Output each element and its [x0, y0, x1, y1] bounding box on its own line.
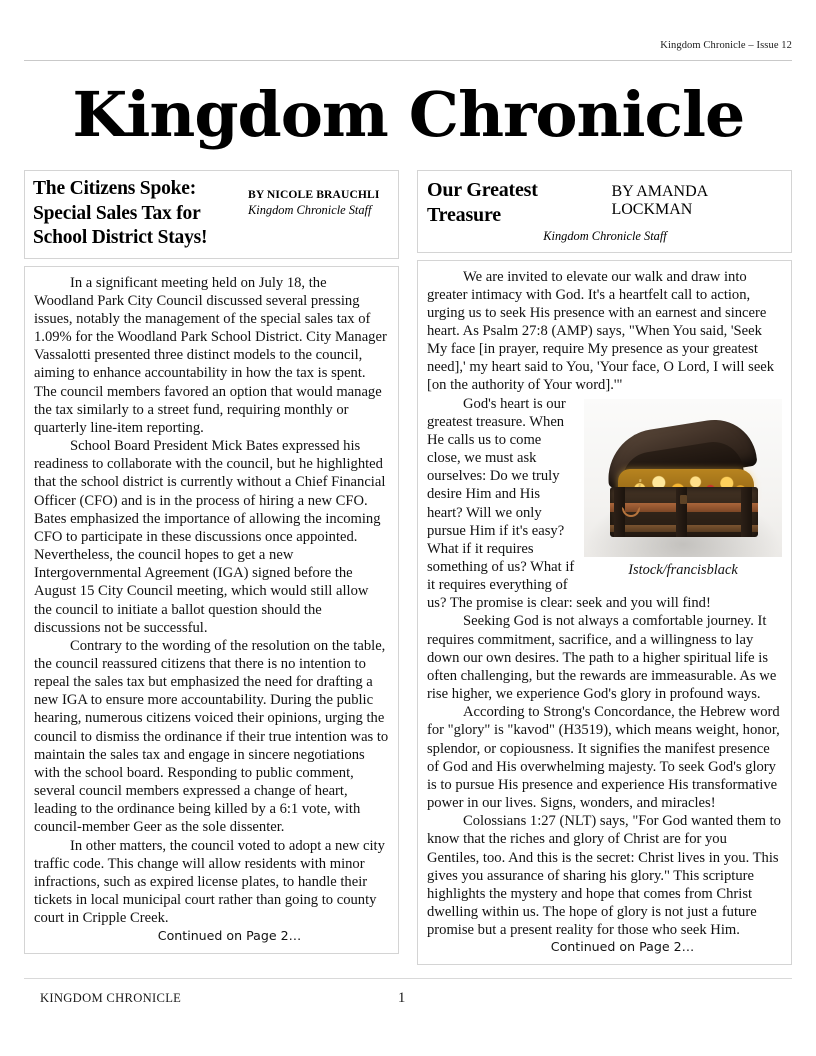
chest-handle-icon — [622, 507, 640, 517]
right-column — [417, 170, 792, 965]
left-column — [24, 170, 399, 965]
left-article-body — [24, 266, 399, 954]
left-paragraph-1: In a significant meeting held on July 18, the Woodland Park City Council discussed several pressing issues, notably the management of the special sales tax of 1.09% for the Woodland Park School District. City Manager Vassalotti presented three distinct models to the council, aiming to enhance accountability in how the tax is spent. The council members favored an option that would manage the tax similarly to a street fund, requiring monthly or quarterly line-item reporting. — [34, 274, 387, 436]
left-article-byline — [248, 177, 393, 218]
treasure-chest-figure — [584, 399, 782, 580]
masthead-title — [24, 78, 792, 151]
article-columns — [24, 170, 792, 965]
page-footer — [24, 990, 792, 1007]
footer-divider — [24, 978, 792, 979]
left-paragraph-2: School Board President Mick Bates expressed his readiness to collaborate with the council, but he highlighted that the school district is currently without a Chief Financial Officer (CFO) and is in the process of hiring a new CFO. Bates emphasized the importance of allowing the incoming CFO to participate in these discussions once appointed. Nevertheless, the council hopes to get a new Intergovernmental Agreement (IGA) signed before the August 15 City Council meeting, which would still allow the council to initiate a ballot question should the discussions not be successful. — [34, 438, 386, 636]
right-byline-staff: Kingdom Chronicle Staff — [543, 229, 667, 244]
right-byline-author: BY AMANDA LOCKMAN — [611, 183, 708, 218]
left-paragraph-4: In other matters, the council voted to adopt a new city traffic code. This change will allow residents with minor infractions, such as expired license plates, to handle their tickets in local municipal court rather than going to county court in Cripple Creek. — [34, 837, 385, 927]
right-paragraph-2: God's heart is our greatest treasure. When He calls us to come close, we must ask ourselves: Do we truly desire Him and His heart? Will we only pursue Him if it's easy? What if it requires something of us? What if it requires everything of us? The promise is clear: seek and you will find! — [427, 395, 711, 612]
footer-publication-name: KINGDOM CHRONICLE — [40, 991, 182, 1005]
chest-lock-icon — [680, 495, 687, 504]
photo-caption: Istock/francisblack — [628, 561, 738, 578]
left-byline-author: BY NICOLE BRAUCHLI — [248, 188, 380, 201]
right-headline-box — [417, 170, 792, 253]
header-divider — [24, 60, 792, 61]
chest-illustration — [604, 425, 764, 537]
right-paragraph-4: According to Strong's Concordance, the Hebrew word for "glory" is "kavod" (H3519), which means weight, honor, splendor, or copiousness. It signifies the manifest presence of God and His overwhelming majesty. To seek God's glory is to pursue His presence and experience His transformative power in our lives. Signs, wonders, and miracles! — [427, 704, 780, 812]
right-article-body — [417, 260, 792, 965]
right-paragraph-3: Seeking God is not always a comfortable journey. It requires commitment, sacrifice, and a willingness to lay down our own desires. The path to a higher spiritual life is often challenging, but the rewards are immeasurable. As we rise higher, we experience God's glory in profound ways. — [427, 613, 777, 703]
footer-page-number: 1 — [397, 990, 406, 1006]
left-headline-box — [24, 170, 399, 259]
right-head-row — [427, 178, 783, 228]
left-byline-staff: Kingdom Chronicle Staff — [248, 203, 372, 218]
left-paragraph-3: Contrary to the wording of the resolution on the table, the council reassured citizens that there is no intention to repeal the sales tax but emphasized the need for drafting a new IGA to ensure more accountability. During the public hearing, numerous citizens voiced their opinions, urging the council to dismiss the ordinance if their true intention was to maintain the sales tax and engage in sincere negotiations with the school board. Responding to public comment, several council members expressed a change of heart, leading to the ordinance being killed by a 6:1 vote, with council-member Geer as the sole dissenter. — [34, 637, 389, 836]
right-paragraph-5: Colossians 1:27 (NLT) says, "For God wanted them to know that the riches and glory of Christ are for you Gentiles, too. And this is the secret: Christ lives in you. This gives you assurance of sharing his glory." This scripture highlights the mystery and hope that comes from Christ dwelling within us. The hope of glory is not just a future promise but a present reality for those who seek Him. — [427, 813, 781, 939]
chest-strap-right — [741, 487, 752, 537]
right-continued-note: Continued on Page 2… — [550, 939, 695, 955]
left-head-row — [33, 177, 390, 251]
right-article-byline — [427, 228, 783, 244]
left-continued-note: Continued on Page 2… — [157, 928, 302, 944]
treasure-chest-photo — [584, 399, 782, 557]
right-paragraph-1: We are invited to elevate our walk and draw into greater intimacy with God. It's a heartfelt call to action, urging us to seek His presence with an earnest and sincere heart. As Psalm 27:8 (AMP) says, "When You said, 'Seek My face [in prayer, require My presence as your greatest need],' my heart said to You, 'Your face, O Lord, I will seek [on the authority of Your word].'" — [427, 268, 775, 394]
right-article-headline: Our Greatest Treasure — [427, 179, 538, 227]
masthead-text: Kingdom Chronicle — [72, 78, 744, 151]
running-head: Kingdom Chronicle – Issue 12 — [660, 40, 792, 51]
left-article-headline: The Citizens Spoke: Special Sales Tax for School District Stays! — [33, 178, 208, 249]
chest-body — [610, 487, 758, 537]
